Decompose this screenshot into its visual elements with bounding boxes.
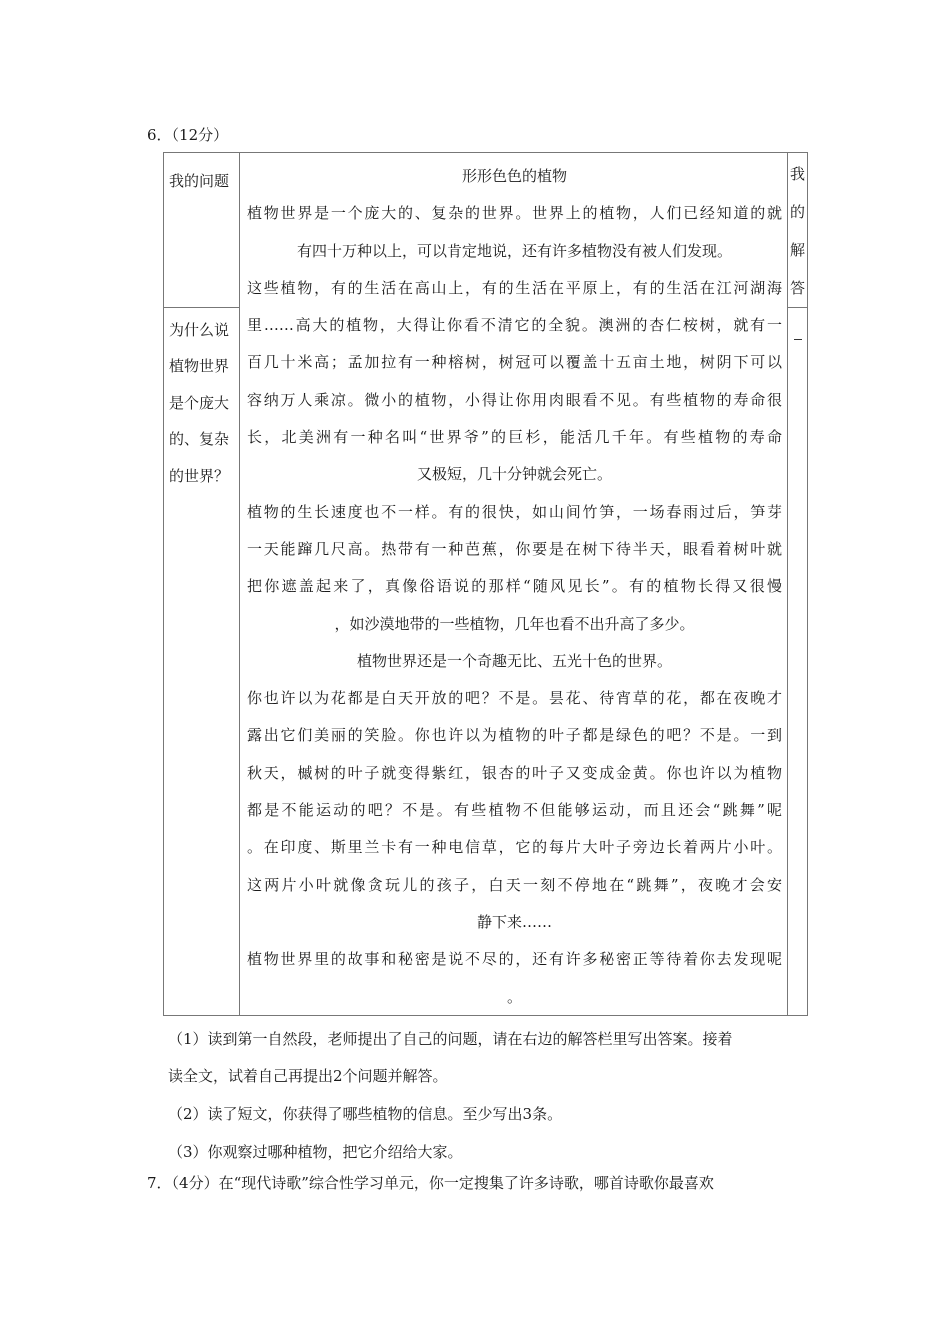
my-answer-header (788, 153, 807, 308)
passage-line: 容纳万人乘凉。微小的植物，小得让你用肉眼看不见。有些植物的寿命很 (247, 390, 782, 409)
passage-line: 植物世界是一个庞大的、复杂的世界。世界上的植物，人们已经知道的就 (247, 204, 782, 223)
passage-line: 。在印度、斯里兰卡有一种电信草，它的每片大叶子旁边长着两片小叶。 (247, 838, 782, 857)
sub-question-1: （1）读到第一自然段，老师提出了自己的问题，请在右边的解答栏里写出答案。接着 (168, 1030, 733, 1048)
answer-header-char: 的 (789, 203, 805, 221)
passage-line: 又极短，几十分钟就会死亡。 (416, 465, 612, 484)
my-question-line: 的世界？ (169, 466, 230, 485)
passage-line: 露出它们美丽的笑脸。你也许以为植物的叶子都是绿色的吧？不是。一到 (247, 726, 782, 745)
passage-cell (240, 153, 788, 1015)
answer-blank-line (794, 339, 802, 340)
passage-line: 百几十米高；孟加拉有一种榕树，树冠可以覆盖十五亩土地，树阴下可以 (247, 353, 782, 372)
passage-line: 。 (506, 987, 522, 1006)
passage-line: 植物世界还是一个奇趣无比、五光十色的世界。 (356, 651, 672, 670)
sub-question-3: （3）你观察过哪种植物，把它介绍给大家。 (168, 1143, 463, 1161)
answer-blank-cell[interactable] (788, 308, 807, 1015)
passage-line: 这两片小叶就像贪玩儿的孩子，白天一刻不停地在“跳舞”，夜晚才会安 (247, 875, 782, 894)
passage-line: 秋天，槭树的叶子就变得紫红，银杏的叶子又变成金黄。你也许以为植物 (247, 763, 782, 782)
passage-line: 把你遮盖起来了，真像俗语说的那样“随风见长”。有的植物长得又很慢 (247, 577, 782, 596)
my-question-line: 为什么说 (169, 321, 230, 339)
passage-line: 静下来…… (476, 912, 552, 931)
passage-line: 植物世界里的故事和秘密是说不尽的，还有许多秘密正等待着你去发现呢 (247, 950, 782, 969)
passage-line: 里……高大的植物，大得让你看不清它的全貌。澳洲的杏仁桉树，就有一 (247, 316, 782, 335)
my-question-header: 我的问题 (164, 153, 240, 308)
question-table (163, 152, 808, 1016)
passage-line: ，如沙漠地带的一些植物，几年也看不出升高了多少。 (334, 614, 695, 633)
answer-header-char: 我 (789, 165, 805, 183)
passage-line: 长，北美洲有一种名叫“世界爷”的巨杉，能活几千年。有些植物的寿命 (247, 428, 782, 447)
passage-line: 都是不能运动的吧？不是。有些植物不但能够运动，而且还会“跳舞”呢 (247, 801, 782, 820)
sub-question-1-cont: 读全文，试着自己再提出2个问题并解答。 (168, 1067, 448, 1085)
answer-header-char: 解 (789, 241, 805, 259)
sub-question-2: （2）读了短文，你获得了哪些植物的信息。至少写出3条。 (168, 1105, 563, 1123)
passage-line: 有四十万种以上，可以肯定地说，还有许多植物没有被人们发现。 (296, 241, 732, 260)
my-question-line: 是个庞大 (169, 393, 230, 412)
question-7: 7．（4分）在“现代诗歌”综合性学习单元，你一定搜集了许多诗歌，哪首诗歌你最喜欢 (147, 1174, 714, 1192)
passage-title: 形形色色的植物 (461, 167, 567, 185)
passage-line: 一天能蹿几尺高。热带有一种芭蕉，你要是在树下待半天，眼看着树叶就 (247, 539, 782, 558)
passage-line: 植物的生长速度也不一样。有的很快，如山间竹笋，一场春雨过后，笋芽 (247, 502, 782, 521)
passage-line: 这些植物，有的生活在高山上，有的生活在平原上，有的生活在江河湖海 (247, 278, 782, 297)
passage-line: 你也许以为花都是白天开放的吧？不是。昙花、待宵草的花，都在夜晚才 (247, 689, 782, 708)
question-6-number: 6．（12分） (147, 126, 229, 144)
my-question-cell (164, 308, 240, 1015)
answer-header-char: 答 (789, 279, 805, 297)
my-question-line: 的、复杂 (169, 430, 230, 449)
my-question-line: 植物世界 (169, 357, 230, 376)
